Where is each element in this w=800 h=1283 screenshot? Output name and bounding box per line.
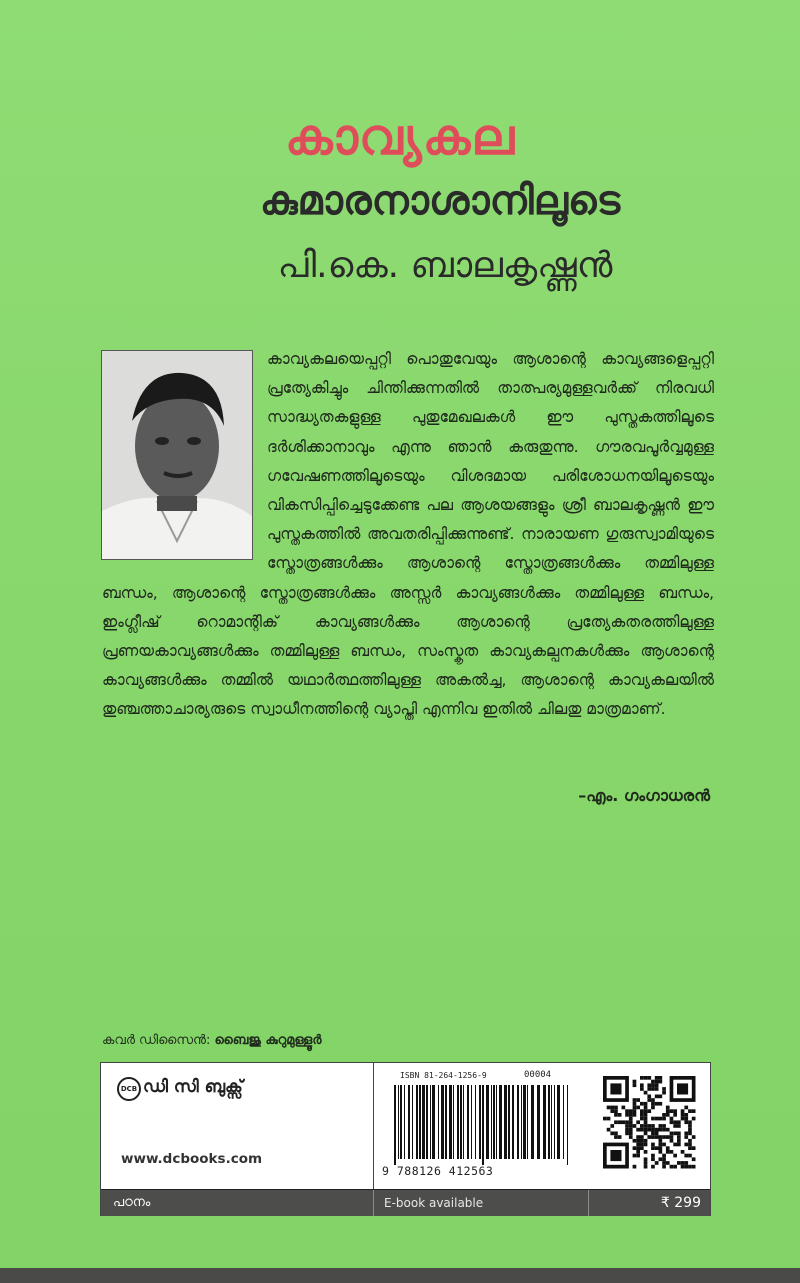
qr-module <box>625 1113 629 1117</box>
qr-module <box>644 1124 648 1128</box>
qr-module <box>659 1135 663 1139</box>
qr-module <box>651 1080 655 1084</box>
qr-module <box>644 1139 648 1143</box>
qr-module <box>659 1117 663 1121</box>
qr-module <box>651 1128 655 1132</box>
qr-module <box>677 1139 681 1143</box>
blurb-body: കാവ്യകലയെപ്പറ്റി പൊതുവേയും ആശാന്റെ കാവ്യങ്ങളെപ്പറ്റി പ്രത്യേകിച്ചും ചിന്തിക്കുന്നതിൽ താത്പര്യമുള്ളവർക്ക് നിരവധി സാദ്ധ്യതകളുള്ള പുതുമേഖലകൾ ഈ പുസ്തകത്തിലൂടെ ദർശിക്കാനാവും എന്നു ഞാൻ കരുതുന്നു. ഗൗരവപൂർവ്വമുള്ള ഗവേഷണത്തിലൂടെയും വിശദമായ പരിശോധനയിലൂടെയും വികസിപ്പിച്ചെടുക്കേണ്ട പല ആശയങ്ങളും ശ്രീ ബാലകൃഷ്ണൻ ഈ പുസ്തകത്തിൽ അവതരിപ്പിക്കുന്നുണ്ട്. നാരായണ ഗുരുസ്വാമിയുടെ സ്തോത്രങ്ങൾക്കും ആശാന്റെ സ്തോത്രങ്ങൾക്കും തമ്മിലുള്ള ബന്ധം, ആശാന്റെ സ്തോത്രങ്ങൾക്കും അസ്സർ കാവ്യങ്ങൾക്കും തമ്മിലുള്ള ബന്ധം, ഇംഗ്ലീഷ് റൊമാന്റിക് കാവ്യങ്ങൾക്കും ആശാന്റെ പ്രത്യേകതരത്തിലുള്ള പ്രണയകാവ്യങ്ങൾക്കും തമ്മിലുള്ള ബന്ധം, സംസ്കൃത കാവ്യകല്പനകൾക്കും ആശാന്റെ കാവ്യങ്ങൾക്കും തമ്മിൽ യഥാർത്ഥത്തിലുള്ള അകൽച്ച, ആശാന്റെ കാവ്യകലയിൽ തുഞ്ചത്താചാര്യരുടെ സ്വാധീനത്തിന്റെ വ്യാപ്തി എന്നിവ ഇതിൽ ചിലതു മാത്രമാണ്. <box>102 350 714 719</box>
qr-module <box>644 1102 648 1106</box>
qr-module <box>633 1098 637 1102</box>
qr-module <box>681 1113 685 1117</box>
qr-module <box>651 1124 655 1128</box>
publisher-website[interactable]: www.dcbooks.com <box>121 1151 263 1167</box>
isbn-text: ISBN 81-264-1256-9 <box>400 1071 487 1080</box>
qr-module <box>610 1109 614 1113</box>
barcode-bar <box>475 1085 476 1159</box>
qr-module <box>666 1150 670 1154</box>
qr-module <box>662 1135 666 1139</box>
qr-module <box>644 1117 648 1121</box>
qr-module <box>659 1124 663 1128</box>
barcode-bar <box>543 1085 546 1159</box>
qr-module <box>662 1157 666 1161</box>
qr-module <box>629 1120 633 1124</box>
qr-module <box>688 1109 692 1113</box>
qr-module <box>688 1128 692 1132</box>
barcode-bar <box>432 1085 435 1159</box>
qr-module <box>688 1154 692 1158</box>
qr-module <box>644 1109 648 1113</box>
ebook-availability: E-book available <box>384 1196 484 1210</box>
qr-module <box>688 1143 692 1147</box>
qr-module <box>666 1113 670 1117</box>
qr-module <box>636 1150 640 1154</box>
qr-module <box>636 1135 640 1139</box>
barcode-bar <box>412 1085 413 1159</box>
qr-module <box>662 1117 666 1121</box>
qr-module <box>655 1132 659 1136</box>
barcode-bar <box>551 1085 552 1159</box>
barcode-bar <box>504 1085 507 1159</box>
publisher-name: ഡി സി ബുക്സ് <box>143 1077 243 1097</box>
qr-module <box>677 1135 681 1139</box>
barcode-bar <box>463 1085 464 1159</box>
barcode-number: 9 788126 412563 <box>382 1164 494 1178</box>
qr-module <box>633 1083 637 1087</box>
barcode-bar <box>416 1085 418 1159</box>
qr-module <box>633 1124 637 1128</box>
qr-module <box>662 1113 666 1117</box>
qr-module <box>633 1106 637 1110</box>
publisher-box <box>101 1063 373 1189</box>
qr-module <box>647 1076 651 1080</box>
barcode-bar <box>499 1085 502 1159</box>
barcode-bar <box>493 1085 495 1159</box>
qr-module <box>636 1143 640 1147</box>
qr-module <box>681 1117 685 1121</box>
book-title: കാവ്യകല <box>284 108 516 166</box>
qr-module <box>614 1106 618 1110</box>
barcode-bar <box>449 1085 452 1159</box>
qr-module <box>644 1091 648 1095</box>
qr-module <box>684 1165 688 1169</box>
info-strip <box>101 1189 710 1216</box>
qr-module <box>618 1135 622 1139</box>
qr-module <box>644 1128 648 1132</box>
qr-module <box>633 1139 637 1143</box>
qr-module <box>640 1128 644 1132</box>
qr-module <box>636 1154 640 1158</box>
qr-module <box>655 1095 659 1099</box>
qr-module <box>647 1109 651 1113</box>
qr-module <box>684 1117 688 1121</box>
page-edge <box>0 1268 800 1283</box>
qr-module <box>670 1139 674 1143</box>
qr-module <box>618 1113 622 1117</box>
qr-module <box>629 1117 633 1121</box>
qr-module <box>633 1080 637 1084</box>
qr-module <box>614 1132 618 1136</box>
qr-module <box>644 1143 648 1147</box>
barcode-bar <box>457 1085 459 1159</box>
qr-module <box>629 1132 633 1136</box>
qr-module <box>647 1124 651 1128</box>
qr-code-icon <box>588 1063 710 1189</box>
qr-module <box>633 1102 637 1106</box>
qr-module <box>640 1135 644 1139</box>
qr-module <box>651 1102 655 1106</box>
qr-module <box>644 1161 648 1165</box>
qr-module <box>673 1132 677 1136</box>
qr-module <box>662 1124 666 1128</box>
barcode-bar <box>517 1085 519 1159</box>
qr-module <box>644 1113 648 1117</box>
qr-module <box>603 1117 607 1121</box>
book-price: ₹ 299 <box>660 1195 701 1211</box>
qr-module <box>651 1106 655 1110</box>
qr-module <box>662 1087 666 1091</box>
qr-module <box>651 1146 655 1150</box>
qr-module <box>659 1157 663 1161</box>
qr-module <box>677 1143 681 1147</box>
qr-module <box>684 1106 688 1110</box>
strip-divider <box>588 1190 589 1216</box>
qr-box <box>588 1063 710 1189</box>
qr-module <box>636 1139 640 1143</box>
qr-module <box>673 1120 677 1124</box>
barcode-bar <box>453 1085 454 1159</box>
qr-finder <box>677 1083 688 1094</box>
barcode-bar <box>491 1085 492 1159</box>
qr-module <box>636 1128 640 1132</box>
qr-module <box>655 1087 659 1091</box>
qr-module <box>625 1132 629 1136</box>
qr-module <box>640 1083 644 1087</box>
category-label: പഠനം <box>113 1195 151 1210</box>
qr-module <box>647 1128 651 1132</box>
qr-module <box>625 1109 629 1113</box>
qr-module <box>651 1157 655 1161</box>
qr-module <box>684 1154 688 1158</box>
qr-module <box>640 1124 644 1128</box>
qr-module <box>692 1135 696 1139</box>
qr-module <box>655 1135 659 1139</box>
qr-module <box>684 1135 688 1139</box>
qr-module <box>647 1083 651 1087</box>
qr-module <box>659 1080 663 1084</box>
barcode-bar <box>496 1085 497 1159</box>
qr-module <box>633 1113 637 1117</box>
qr-module <box>640 1143 644 1147</box>
qr-module <box>666 1128 670 1132</box>
qr-module <box>644 1150 648 1154</box>
qr-module <box>681 1109 685 1113</box>
barcode-bar <box>482 1085 484 1165</box>
qr-module <box>670 1135 674 1139</box>
strip-divider <box>373 1190 374 1216</box>
qr-module <box>692 1157 696 1161</box>
barcode-box <box>373 1063 590 1189</box>
qr-module <box>625 1124 629 1128</box>
qr-module <box>614 1113 618 1117</box>
barcode-bar <box>508 1085 510 1159</box>
qr-module <box>651 1117 655 1121</box>
qr-module <box>651 1098 655 1102</box>
qr-module <box>673 1165 677 1169</box>
barcode-bar <box>563 1085 564 1159</box>
barcode-bar <box>400 1085 402 1159</box>
qr-module <box>644 1165 648 1169</box>
qr-module <box>688 1165 692 1169</box>
cover-designer-name: ബൈജു കുറുമുള്ളൂർ <box>214 1033 322 1048</box>
barcode-bar <box>422 1085 425 1159</box>
qr-module <box>677 1124 681 1128</box>
barcode-bar <box>527 1085 528 1159</box>
qr-module <box>673 1143 677 1147</box>
qr-module <box>677 1120 681 1124</box>
qr-module <box>670 1117 674 1121</box>
barcode-bar <box>441 1085 444 1159</box>
qr-module <box>688 1132 692 1136</box>
qr-module <box>655 1146 659 1150</box>
barcode-bar <box>460 1085 462 1159</box>
qr-module <box>636 1146 640 1150</box>
qr-module <box>662 1143 666 1147</box>
qr-module <box>636 1098 640 1102</box>
qr-module <box>681 1165 685 1169</box>
qr-module <box>629 1124 633 1128</box>
qr-module <box>655 1080 659 1084</box>
qr-module <box>666 1135 670 1139</box>
qr-module <box>622 1120 626 1124</box>
qr-finder <box>610 1083 621 1094</box>
qr-module <box>655 1117 659 1121</box>
blurb-text <box>102 345 714 725</box>
qr-module <box>692 1146 696 1150</box>
barcode-bar <box>554 1085 555 1159</box>
qr-module <box>655 1102 659 1106</box>
barcode-bar <box>537 1085 540 1159</box>
qr-module <box>640 1139 644 1143</box>
qr-module <box>633 1165 637 1169</box>
qr-module <box>644 1120 648 1124</box>
qr-module <box>670 1120 674 1124</box>
barcode-bar <box>512 1085 514 1159</box>
qr-module <box>684 1132 688 1136</box>
qr-module <box>640 1117 644 1121</box>
qr-module <box>607 1106 611 1110</box>
qr-module <box>655 1076 659 1080</box>
qr-module <box>636 1120 640 1124</box>
qr-module <box>647 1095 651 1099</box>
qr-module <box>655 1083 659 1087</box>
qr-module <box>666 1109 670 1113</box>
qr-module <box>651 1143 655 1147</box>
barcode-bar <box>557 1085 560 1159</box>
price-code: 00004 <box>524 1070 552 1080</box>
qr-module <box>644 1076 648 1080</box>
qr-module <box>610 1106 614 1110</box>
qr-module <box>662 1165 666 1169</box>
barcode-bar <box>548 1085 550 1159</box>
qr-module <box>666 1161 670 1165</box>
qr-module <box>651 1154 655 1158</box>
qr-module <box>633 1146 637 1150</box>
qr-module <box>662 1161 666 1165</box>
qr-module <box>629 1128 633 1132</box>
qr-module <box>666 1106 670 1110</box>
qr-module <box>640 1087 644 1091</box>
qr-module <box>622 1106 626 1110</box>
qr-module <box>692 1109 696 1113</box>
qr-module <box>610 1124 614 1128</box>
qr-module <box>677 1132 681 1136</box>
qr-module <box>662 1128 666 1132</box>
qr-module <box>614 1120 618 1124</box>
barcode-bar <box>467 1085 469 1159</box>
cover-design-label: കവർ ഡിസൈൻ: <box>102 1033 211 1048</box>
qr-module <box>651 1087 655 1091</box>
qr-module <box>610 1132 614 1136</box>
barcode-bar <box>426 1085 428 1159</box>
barcode-bar <box>567 1085 568 1165</box>
qr-module <box>640 1113 644 1117</box>
qr-module <box>677 1161 681 1165</box>
qr-module <box>625 1120 629 1124</box>
qr-module <box>666 1146 670 1150</box>
qr-module <box>673 1124 677 1128</box>
qr-module <box>640 1146 644 1150</box>
qr-module <box>633 1109 637 1113</box>
qr-module <box>618 1120 622 1124</box>
qr-module <box>681 1150 685 1154</box>
qr-module <box>684 1161 688 1165</box>
qr-module <box>659 1128 663 1132</box>
book-logo-icon: DCB <box>117 1077 141 1101</box>
qr-module <box>644 1106 648 1110</box>
qr-module <box>673 1113 677 1117</box>
qr-module <box>692 1165 696 1169</box>
qr-module <box>647 1135 651 1139</box>
qr-module <box>614 1109 618 1113</box>
qr-module <box>673 1154 677 1158</box>
barcode-bar <box>486 1085 489 1159</box>
qr-module <box>659 1095 663 1099</box>
qr-module <box>640 1109 644 1113</box>
qr-module <box>684 1120 688 1124</box>
qr-module <box>614 1135 618 1139</box>
qr-module <box>688 1120 692 1124</box>
qr-module <box>629 1109 633 1113</box>
qr-module <box>692 1117 696 1121</box>
qr-module <box>647 1098 651 1102</box>
qr-module <box>659 1146 663 1150</box>
qr-module <box>659 1076 663 1080</box>
barcode-bar <box>438 1085 439 1159</box>
barcode-bar <box>430 1085 431 1159</box>
qr-module <box>688 1124 692 1128</box>
qr-module <box>670 1132 674 1136</box>
qr-module <box>633 1154 637 1158</box>
qr-module <box>655 1128 659 1132</box>
barcode-bar <box>419 1085 421 1159</box>
qr-module <box>659 1102 663 1106</box>
blurb-signature: –എം. ഗംഗാധരൻ <box>578 786 710 805</box>
qr-module <box>607 1128 611 1132</box>
qr-module <box>629 1113 633 1117</box>
barcode-bar <box>471 1085 472 1159</box>
barcode-panel <box>100 1062 711 1216</box>
barcode-bar <box>398 1085 399 1159</box>
qr-module <box>688 1139 692 1143</box>
qr-module <box>640 1076 644 1080</box>
qr-module <box>659 1150 663 1154</box>
book-subtitle: കുമാരനാശാനിലൂടെ <box>259 178 621 224</box>
barcode-bar <box>521 1085 522 1159</box>
qr-module <box>670 1150 674 1154</box>
qr-module <box>647 1087 651 1091</box>
qr-module <box>651 1165 655 1169</box>
qr-module <box>659 1143 663 1147</box>
barcode-bar <box>394 1085 396 1165</box>
qr-module <box>681 1161 685 1165</box>
cover-design-credit <box>102 1033 321 1048</box>
barcode-bar <box>523 1085 526 1159</box>
qr-module <box>651 1083 655 1087</box>
barcode-bar <box>408 1085 410 1159</box>
qr-module <box>659 1139 663 1143</box>
author-name: പി.കെ. ബാലകൃഷ്ണൻ <box>277 245 613 286</box>
qr-module <box>607 1117 611 1121</box>
qr-finder <box>610 1150 621 1161</box>
barcode-bar <box>479 1085 481 1159</box>
barcode-bar <box>531 1085 534 1159</box>
qr-module <box>670 1109 674 1113</box>
barcode-bar <box>445 1085 447 1159</box>
qr-module <box>625 1128 629 1132</box>
qr-module <box>684 1143 688 1147</box>
qr-module <box>684 1113 688 1117</box>
barcode-bar <box>404 1085 405 1159</box>
qr-module <box>636 1106 640 1110</box>
qr-module <box>662 1154 666 1158</box>
qr-module <box>629 1135 633 1139</box>
qr-module <box>651 1135 655 1139</box>
qr-module <box>688 1146 692 1150</box>
qr-module <box>651 1132 655 1136</box>
qr-module <box>655 1161 659 1165</box>
qr-module <box>670 1165 674 1169</box>
qr-module <box>640 1102 644 1106</box>
qr-module <box>644 1157 648 1161</box>
qr-module <box>673 1109 677 1113</box>
qr-module <box>644 1132 648 1136</box>
qr-module <box>662 1091 666 1095</box>
